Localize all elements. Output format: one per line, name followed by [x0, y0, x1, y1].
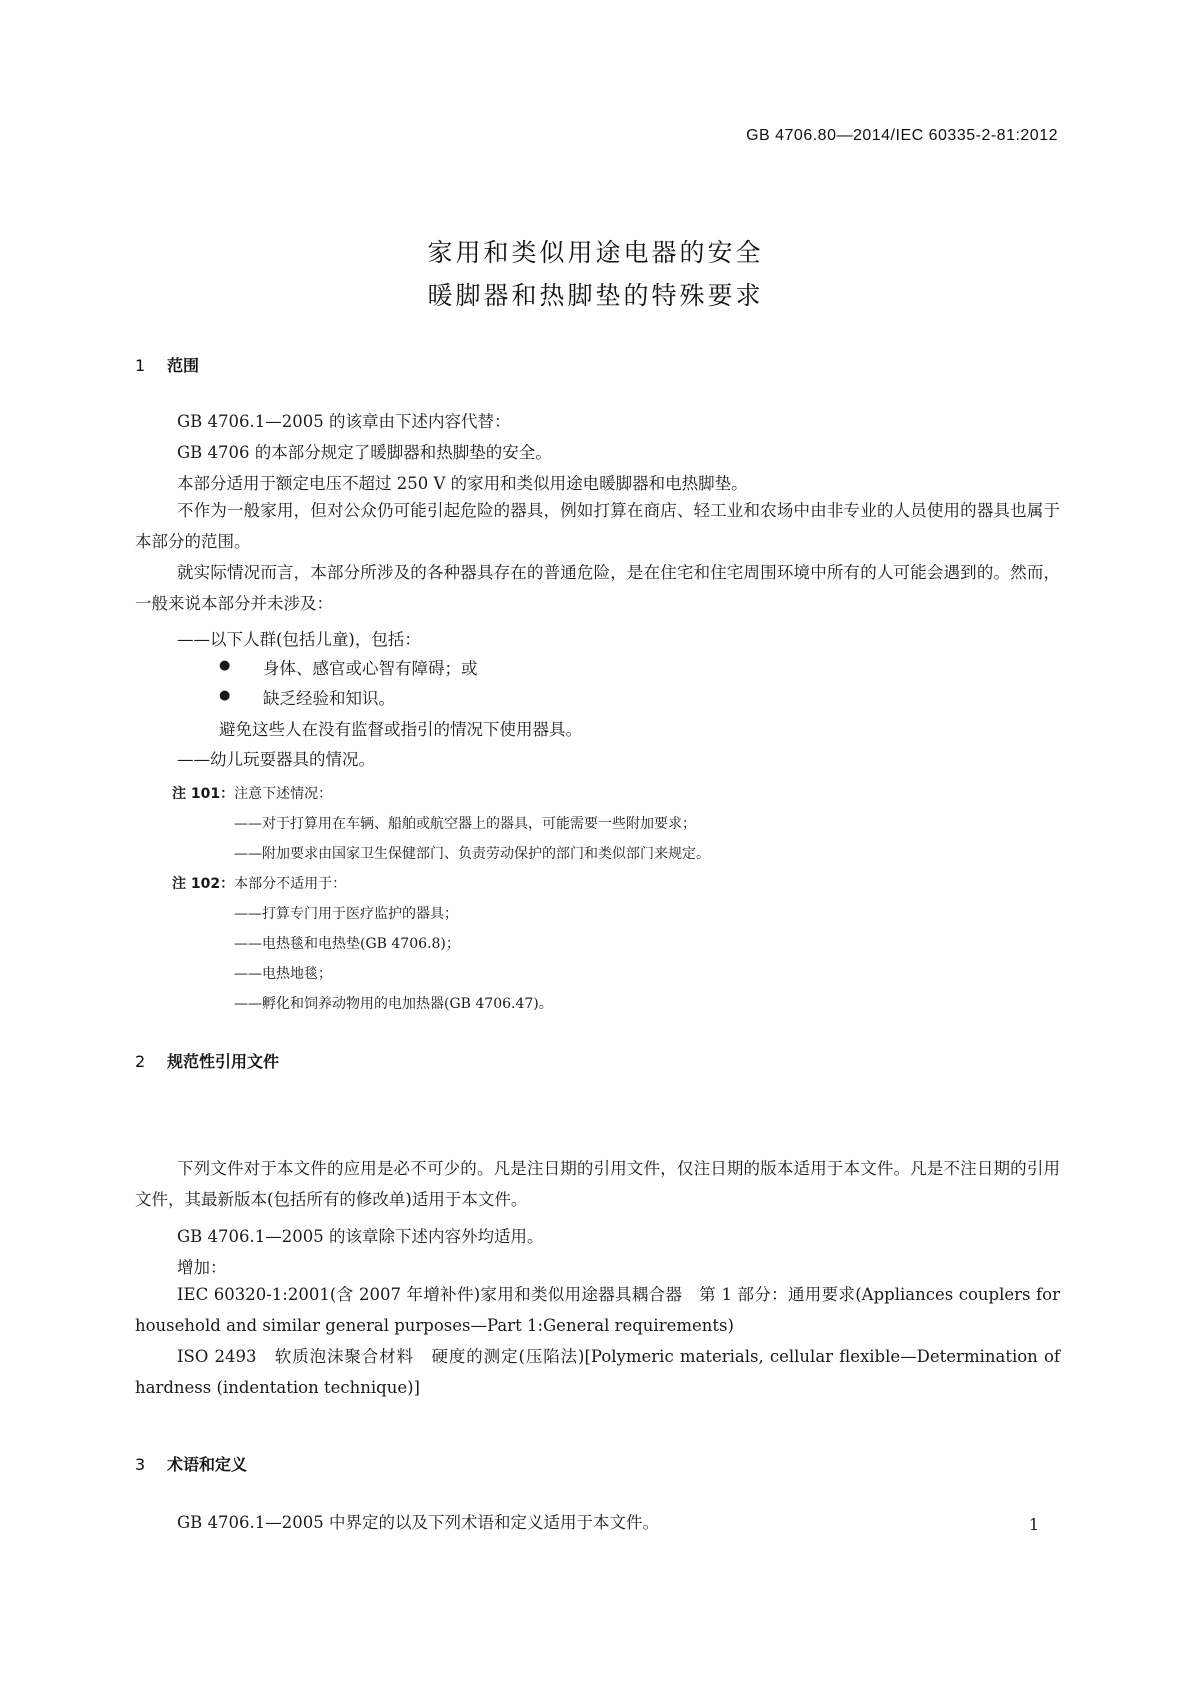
section-1-heading: [135, 353, 199, 376]
dash-item: ——幼儿玩耍器具的情况。: [177, 750, 375, 769]
paragraph: 本部分适用于额定电压不超过 250 V 的家用和类似用途电暖脚器和电热脚垫。: [177, 474, 748, 493]
section-title: 规范性引用文件: [167, 1052, 280, 1071]
title-line-2: 暖脚器和热脚垫的特殊要求: [427, 281, 764, 310]
section-3-heading: [135, 1452, 247, 1475]
paragraph: GB 4706.1—2005 中界定的以及下列术语和定义适用于本文件。: [177, 1513, 660, 1532]
note-label: 注 102：: [172, 876, 235, 892]
paragraph: 避免这些人在没有监督或指引的情况下使用器具。: [219, 720, 582, 739]
bullet-icon: ●: [219, 658, 231, 673]
page-number: 1: [1028, 1515, 1039, 1534]
paragraph: 就实际情况而言，本部分所涉及的各种器具存在的普通危险，是在住宅和住宅周围环境中所有的人可能会遇到的。然而，一般来说本部分并未涉及：: [135, 563, 1060, 613]
section-number: 2: [135, 1052, 146, 1071]
paragraph: 不作为一般家用，但对公众仍可能引起危险的器具，例如打算在商店、轻工业和农场中由非专业的人员使用的器具也属于本部分的范围。: [135, 501, 1060, 551]
note-101: [172, 783, 332, 803]
section-number: 3: [135, 1455, 146, 1474]
note-102: [172, 873, 346, 893]
dash-item: ——以下人群(包括儿童)，包括：: [177, 630, 421, 649]
reference-item: ISO 2493 软质泡沫聚合材料 硬度的测定(压陷法)[Polymeric materials, cellular flexible—Determination of hardness (indentation technique)]: [135, 1347, 1060, 1397]
bullet-icon: ●: [219, 688, 231, 703]
section-number: 1: [135, 356, 146, 375]
paragraph: 下列文件对于本文件的应用是必不可少的。凡是注日期的引用文件，仅注日期的版本适用于本文件。凡是不注日期的引用文件，其最新版本(包括所有的修改单)适用于本文件。: [135, 1159, 1060, 1209]
note-text: 注意下述情况：: [234, 786, 333, 802]
standard-code: GB 4706.80—2014/IEC 60335-2-81:2012: [746, 127, 1058, 144]
note-item: ——孵化和饲养动物用的电加热器(GB 4706.47)。: [234, 996, 553, 1012]
bullet-item: 缺乏经验和知识。: [263, 689, 395, 708]
note-text: 本部分不适用于：: [234, 876, 347, 892]
paragraph: GB 4706.1—2005 的该章除下述内容外均适用。: [177, 1227, 544, 1246]
title-line-1: 家用和类似用途电器的安全: [427, 238, 764, 267]
note-item: ——电热地毯；: [234, 966, 332, 982]
note-item: ——电热毯和电热垫(GB 4706.8)；: [234, 936, 460, 952]
bullet-item: 身体、感官或心智有障碍；或: [263, 659, 478, 678]
note-item: ——打算专门用于医疗监护的器具；: [234, 906, 458, 922]
paragraph: GB 4706 的本部分规定了暖脚器和热脚垫的安全。: [177, 443, 552, 462]
note-item: ——对于打算用在车辆、船舶或航空器上的器具，可能需要一些附加要求；: [234, 816, 696, 832]
section-2-heading: [135, 1049, 279, 1072]
note-item: ——附加要求由国家卫生保健部门、负责劳动保护的部门和类似部门来规定。: [234, 846, 710, 862]
reference-item: IEC 60320-1:2001(含 2007 年增补件)家用和类似用途器具耦合器 第 1 部分：通用要求(Appliances couplers for household and similar general purposes—Part 1:General requirements): [135, 1285, 1060, 1335]
paragraph: GB 4706.1—2005 的该章由下述内容代替：: [177, 412, 511, 431]
section-title: 术语和定义: [167, 1455, 248, 1474]
paragraph: 增加：: [177, 1258, 227, 1277]
note-label: 注 101：: [172, 786, 235, 802]
section-title: 范围: [167, 356, 200, 375]
